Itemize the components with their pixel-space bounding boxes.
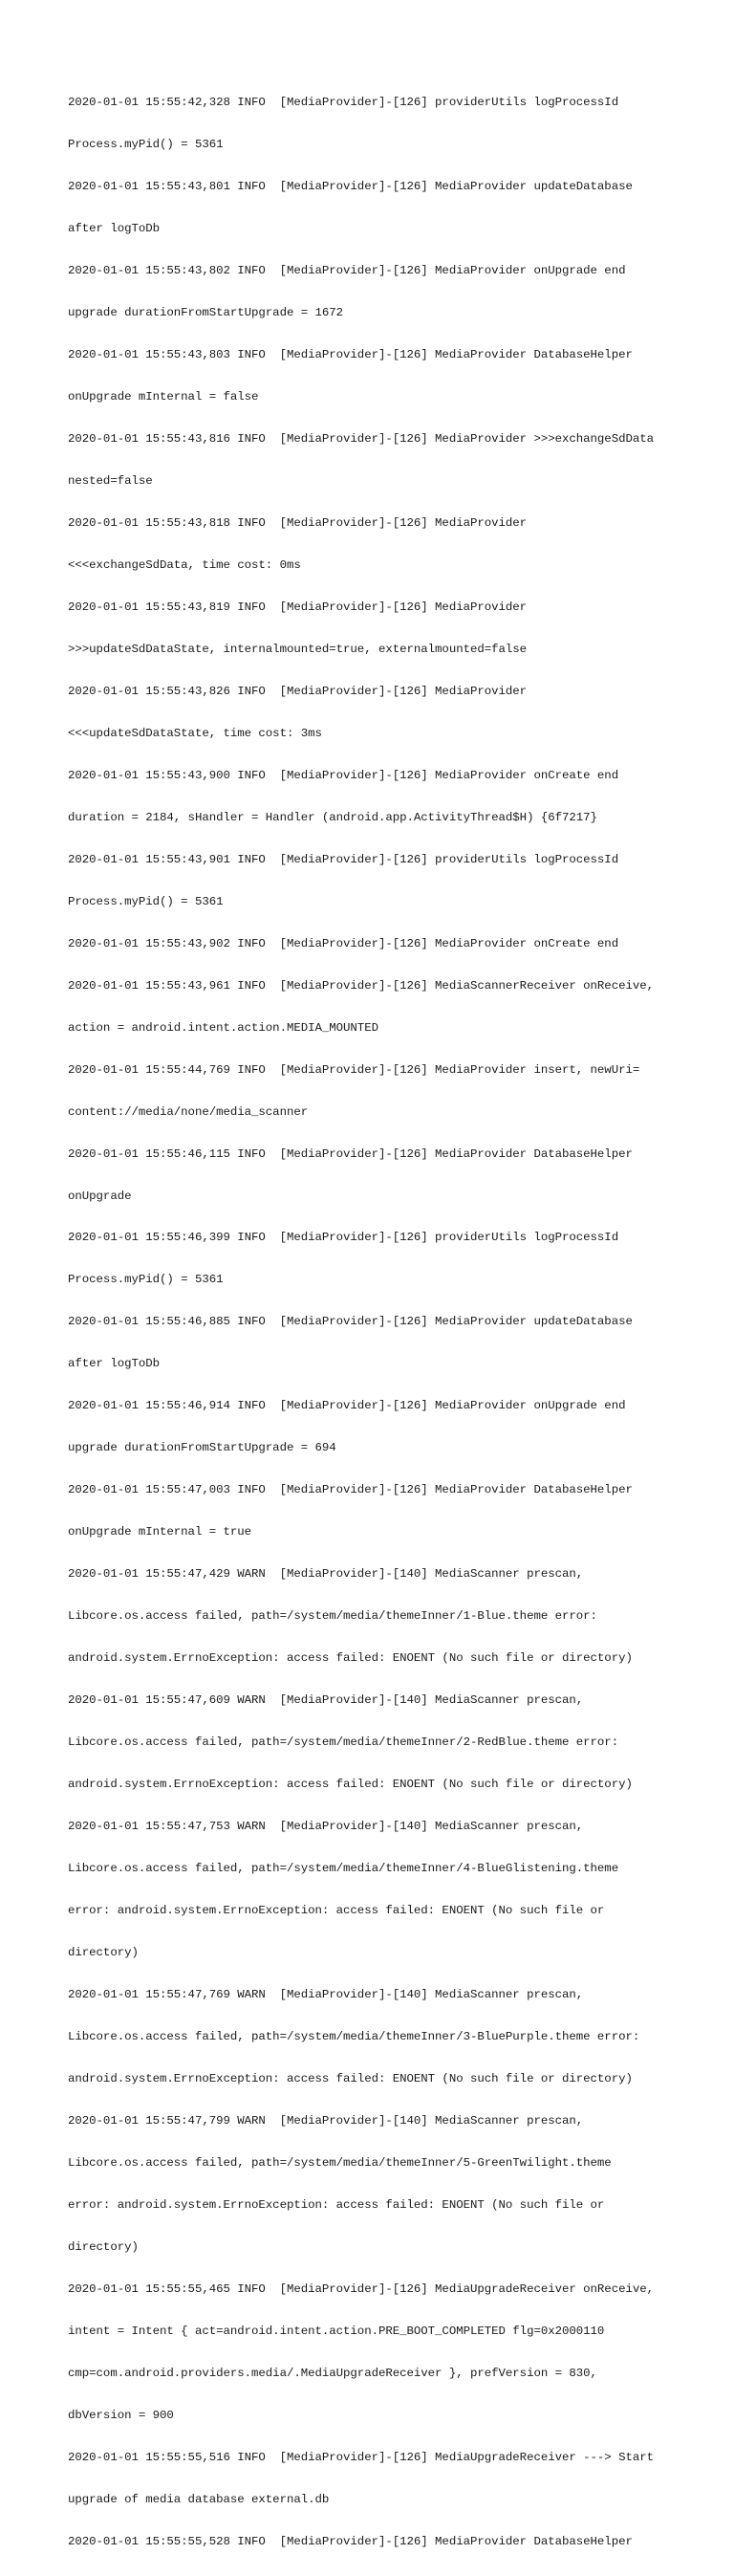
log-line: >>>updateSdDataState, internalmounted=true, externalmounted=false <box>68 642 528 656</box>
log-line: 2020-01-01 15:55:43,901 INFO [MediaProvider]-[126] providerUtils logProcessId <box>68 852 619 866</box>
log-line: duration = 2184, sHandler = Handler (android.app.ActivityThread$H) {6f7217} <box>68 810 597 824</box>
log-line: upgrade durationFromStartUpgrade = 1672 <box>68 306 344 320</box>
log-line: 2020-01-01 15:55:47,753 WARN [MediaProvider]-[140] MediaScanner prescan, <box>68 1820 584 1834</box>
log-line: Libcore.os.access failed, path=/system/media/themeInner/2-RedBlue.theme error: <box>68 1736 619 1750</box>
log-line: 2020-01-01 15:55:43,900 INFO [MediaProvider]-[126] MediaProvider onCreate end <box>68 768 619 782</box>
log-line: 2020-01-01 15:55:55,465 INFO [MediaProvider]-[126] MediaUpgradeReceiver onReceive, <box>68 2281 655 2296</box>
log-line: 2020-01-01 15:55:43,902 INFO [MediaProvider]-[126] MediaProvider onCreate end <box>68 936 619 950</box>
log-line: 2020-01-01 15:55:46,914 INFO [MediaProvider]-[126] MediaProvider onUpgrade end <box>68 1399 626 1413</box>
log-line: Process.myPid() = 5361 <box>68 138 224 152</box>
log-line: error: android.system.ErrnoException: access failed: ENOENT (No such file or <box>68 2197 605 2212</box>
log-line: <<<exchangeSdData, time cost: 0ms <box>68 557 301 572</box>
log-line: onUpgrade mInternal = false <box>68 390 259 404</box>
log-line: onUpgrade <box>68 1189 132 1203</box>
log-line: 2020-01-01 15:55:55,516 INFO [MediaProvider]-[126] MediaUpgradeReceiver ---> Start <box>68 2450 655 2464</box>
log-line: 2020-01-01 15:55:43,961 INFO [MediaProvider]-[126] MediaScannerReceiver onReceive, <box>68 978 655 993</box>
log-line: 2020-01-01 15:55:43,819 INFO [MediaProvider]-[126] MediaProvider <box>68 600 528 614</box>
log-line: Libcore.os.access failed, path=/system/media/themeInner/4-BlueGlistening.theme <box>68 1862 619 1875</box>
log-text-block <box>68 68 718 2576</box>
log-line: onUpgrade mInternal = true <box>68 1525 252 1539</box>
log-line: 2020-01-01 15:55:43,802 INFO [MediaProvider]-[126] MediaProvider onUpgrade end <box>68 264 626 278</box>
log-line: 2020-01-01 15:55:42,328 INFO [MediaProvider]-[126] providerUtils logProcessId <box>68 96 619 110</box>
log-line: nested=false <box>68 474 153 489</box>
log-line: Libcore.os.access failed, path=/system/media/themeInner/1-Blue.theme error: <box>68 1609 597 1624</box>
log-line: after logToDb <box>68 1357 161 1371</box>
log-line: 2020-01-01 15:55:55,528 INFO [MediaProvider]-[126] MediaProvider DatabaseHelper <box>68 2534 633 2548</box>
log-line: 2020-01-01 15:55:47,429 WARN [MediaProvider]-[140] MediaScanner prescan, <box>68 1567 584 1582</box>
log-line: 2020-01-01 15:55:43,816 INFO [MediaProvider]-[126] MediaProvider >>>exchangeSdData <box>68 432 655 447</box>
log-line: <<<updateSdDataState, time cost: 3ms <box>68 726 322 740</box>
log-line: 2020-01-01 15:55:43,803 INFO [MediaProvider]-[126] MediaProvider DatabaseHelper <box>68 348 633 362</box>
log-line: Process.myPid() = 5361 <box>68 894 224 908</box>
log-line: after logToDb <box>68 222 161 236</box>
log-line: error: android.system.ErrnoException: access failed: ENOENT (No such file or <box>68 1903 605 1917</box>
log-line: directory) <box>68 2239 139 2254</box>
log-line: action = android.intent.action.MEDIA_MOUNTED <box>68 1020 378 1035</box>
log-line: 2020-01-01 15:55:46,115 INFO [MediaProvider]-[126] MediaProvider DatabaseHelper <box>68 1146 633 1161</box>
log-line: Process.myPid() = 5361 <box>68 1273 224 1287</box>
log-line: cmp=com.android.providers.media/.MediaUpgradeReceiver }, prefVersion = 830, <box>68 2366 597 2380</box>
log-line: android.system.ErrnoException: access failed: ENOENT (No such file or directory) <box>68 1651 633 1666</box>
log-line: 2020-01-01 15:55:47,769 WARN [MediaProvider]-[140] MediaScanner prescan, <box>68 1987 584 2001</box>
log-line: 2020-01-01 15:55:43,801 INFO [MediaProvider]-[126] MediaProvider updateDatabase <box>68 180 633 194</box>
log-line: android.system.ErrnoException: access failed: ENOENT (No such file or directory) <box>68 1778 633 1792</box>
log-line: android.system.ErrnoException: access failed: ENOENT (No such file or directory) <box>68 2071 633 2085</box>
log-line: 2020-01-01 15:55:43,818 INFO [MediaProvider]-[126] MediaProvider <box>68 516 528 530</box>
log-line: intent = Intent { act=android.intent.action.PRE_BOOT_COMPLETED flg=0x2000110 <box>68 2324 605 2338</box>
log-line: Libcore.os.access failed, path=/system/media/themeInner/5-GreenTwilight.theme <box>68 2155 612 2170</box>
log-line: 2020-01-01 15:55:47,609 WARN [MediaProvider]-[140] MediaScanner prescan, <box>68 1693 584 1708</box>
log-line: 2020-01-01 15:55:43,826 INFO [MediaProvider]-[126] MediaProvider <box>68 684 528 698</box>
log-line: directory) <box>68 1945 139 1959</box>
log-line: upgrade of media database external.db <box>68 2492 330 2506</box>
log-line: upgrade durationFromStartUpgrade = 694 <box>68 1441 336 1455</box>
log-line: 2020-01-01 15:55:47,003 INFO [MediaProvider]-[126] MediaProvider DatabaseHelper <box>68 1483 633 1497</box>
log-line: 2020-01-01 15:55:47,799 WARN [MediaProvider]-[140] MediaScanner prescan, <box>68 2113 584 2128</box>
log-line: content://media/none/media_scanner <box>68 1104 309 1119</box>
log-line: 2020-01-01 15:55:44,769 INFO [MediaProvider]-[126] MediaProvider insert, newUri= <box>68 1062 640 1077</box>
log-line: 2020-01-01 15:55:46,885 INFO [MediaProvider]-[126] MediaProvider updateDatabase <box>68 1315 633 1329</box>
log-line: dbVersion = 900 <box>68 2408 174 2422</box>
log-line: 2020-01-01 15:55:46,399 INFO [MediaProvider]-[126] providerUtils logProcessId <box>68 1231 619 1245</box>
log-line: Libcore.os.access failed, path=/system/media/themeInner/3-BluePurple.theme error: <box>68 2029 640 2043</box>
